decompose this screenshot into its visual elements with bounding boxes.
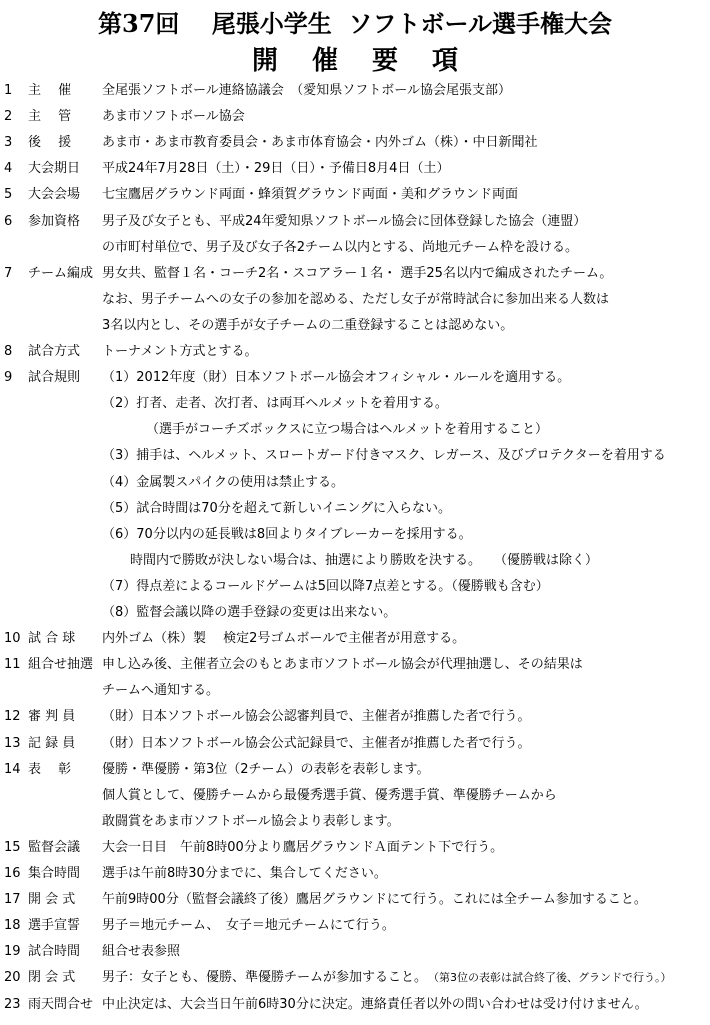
item-number: 1 [4, 83, 13, 98]
page-title: 第37回 尾張小学生 ソフトボール選手権大会 [98, 8, 612, 38]
item-label: 主 催 [28, 83, 72, 98]
item-label: 監督会議 [28, 839, 81, 855]
list-item [0, 653, 710, 677]
item-number: 11 [4, 657, 21, 673]
item-continuation: （2）打者、走者、次打者、は両耳ヘルメットを着用する。 [102, 396, 448, 412]
item-number: 9 [4, 370, 13, 386]
item-text: （財）日本ソフトボール協会公認審判員で、主催者が推薦した者で行う。 [102, 709, 531, 725]
list-item [0, 262, 710, 286]
list-item [0, 444, 710, 468]
list-item [0, 210, 710, 234]
item-label: 組合せ抽選 [28, 657, 94, 673]
list-item [0, 627, 710, 651]
item-number: 15 [4, 839, 21, 855]
list-item [0, 914, 710, 938]
item-number: 17 [4, 892, 21, 908]
item-label: 集合時間 [28, 866, 81, 881]
item-number: 5 [4, 187, 13, 203]
item-continuation: （選手がコーチズボックスに立つ場合はヘルメットを着用すること） [146, 422, 548, 438]
item-continuation: 時間内で勝敗が決しない場合は、抽選により勝敗を決する。 （優勝戦は除く） [130, 552, 599, 568]
item-text: トーナメント方式とする。 [102, 344, 258, 359]
item-label: 主 管 [28, 109, 72, 125]
item-continuation: なお、男子チームへの女子の参加を認める、ただし女子が常時試合に参加出来る人数は [102, 291, 610, 307]
item-number: 12 [4, 709, 21, 725]
list-item [0, 183, 710, 207]
item-label: 表 彰 [28, 761, 72, 777]
list-item [0, 784, 710, 808]
list-item [0, 157, 710, 181]
item-continuation: チームへ通知する。 [102, 683, 220, 699]
item-number: 4 [4, 161, 13, 177]
list-item [0, 366, 710, 390]
item-continuation: （3）捕手は、ヘルメット、スロートガード付きマスク、レガース、及びプロテクターを着用する [102, 448, 666, 464]
item-continuation: （4）金属製スパイクの使用は禁止する。 [102, 474, 345, 490]
list-item [0, 288, 710, 312]
list-item [0, 497, 710, 521]
item-label: 試 合 球 [28, 631, 76, 647]
item-text: 組合せ表参照 [102, 944, 181, 960]
list-item [0, 471, 710, 495]
item-text: （財）日本ソフトボール協会公式記録員で、主催者が推薦した者で行う。 [102, 735, 531, 751]
list-item [0, 888, 710, 912]
item-continuation: （5）試合時間は70分を超えて新しいイニングに入らない。 [102, 500, 452, 516]
list-item [0, 575, 710, 599]
item-label: 記 録 員 [28, 735, 76, 751]
item-text: 内外ゴム（株）製 検定2号ゴムボールで主催者が用意する。 [102, 631, 466, 647]
item-label: 試合時間 [28, 944, 81, 960]
item-number: 7 [4, 265, 13, 281]
list-item [0, 836, 710, 860]
item-continuation: 3名以内とし、その選手が女子チームの二重登録することは認めない。 [102, 317, 514, 333]
item-note: （第3位の表彰は試合終了後、グランドで行う。） [428, 971, 672, 985]
list-item [0, 392, 710, 416]
list-item [0, 79, 710, 103]
item-number: 14 [4, 761, 21, 777]
item-number: 13 [4, 735, 21, 751]
list-item [0, 993, 710, 1017]
item-text: あま市ソフトボール協会 [102, 109, 245, 125]
item-continuation: （8）監督会議以降の選手登録の変更は出来ない。 [102, 605, 397, 620]
list-item [0, 601, 710, 625]
item-text: 大会一日目 午前8時00分より鷹居グラウンドＡ面テント下で行う。 [102, 839, 504, 855]
item-text: 七宝鷹居グラウンド両面・蜂須賀グラウンド両面・美和グラウンド両面 [102, 187, 519, 203]
item-label: 雨天問合せ [28, 996, 94, 1012]
list-item [0, 340, 710, 364]
item-number: 18 [4, 918, 21, 934]
page-subtitle: 開催要項 [251, 46, 492, 76]
item-label: 後 援 [28, 135, 72, 151]
item-label: 審 判 員 [28, 709, 76, 725]
list-item [0, 523, 710, 547]
item-label: 選手宣誓 [28, 918, 81, 934]
list-item [0, 105, 710, 129]
item-continuation: 個人賞として、優勝チームから最優秀選手賞、優秀選手賞、準優勝チームから [102, 787, 557, 803]
item-continuation: （6）70分以内の延長戦は8回よりタイブレーカーを採用する。 [102, 526, 472, 542]
list-item [0, 679, 710, 703]
list-item [0, 705, 710, 729]
list-item [0, 758, 710, 782]
item-text: あま市・あま市教育委員会・あま市体育協会・内外ゴム（株）・中日新聞社 [102, 135, 538, 151]
list-item [0, 314, 710, 338]
list-item [0, 862, 710, 886]
item-text: 男女共、監督１名・コーチ2名・スコアラー１名・ 選手25名以内で編成されたチーム。 [102, 265, 613, 281]
item-number: 2 [4, 109, 13, 125]
list-item [0, 418, 710, 442]
item-text: 平成24年7月28日（土）・29日（日）・予備日8月4日（土） [102, 161, 450, 177]
item-continuation: （7）得点差によるコールドゲームは5回以降7点差とする。（優勝戦も含む） [102, 578, 549, 594]
item-label: 参加資格 [28, 213, 81, 229]
item-number: 23 [4, 996, 21, 1012]
item-text: 選手は午前8時30分までに、集合してください。 [102, 866, 387, 881]
item-text: 男子：女子とも、優勝、準優勝チームが参加すること。 [102, 970, 428, 986]
item-number: 8 [4, 344, 13, 359]
item-number: 19 [4, 944, 21, 960]
item-text: 中止決定は、大会当日午前6時30分に決定。連絡責任者以外の問い合わせは受け付けません。 [102, 996, 648, 1012]
item-text: 申し込み後、主催者立会のもとあま市ソフトボール協会が代理抽選し、その結果は [102, 657, 583, 673]
item-label: 閉 会 式 [28, 970, 76, 986]
item-text: （1）2012年度（財）日本ソフトボール協会オフィシャル・ルールを適用する。 [102, 370, 571, 386]
item-continuation: の市町村単位で、男子及び女子各2チーム以内とする、尚地元チーム枠を設ける。 [102, 239, 579, 255]
item-number: 10 [4, 631, 21, 647]
item-label: 試合規則 [28, 370, 81, 386]
item-text: 男子＝地元チーム、 女子＝地元チームにて行う。 [102, 918, 395, 934]
item-label: チーム編成 [28, 265, 94, 281]
item-number: 20 [4, 970, 21, 986]
item-label: 大会会場 [28, 187, 81, 203]
list-item [0, 810, 710, 834]
item-text: 優勝・準優勝・第3位（2チーム）の表彰を表彰します。 [102, 761, 430, 777]
item-continuation: 敢闘賞をあま市ソフトボール協会より表彰します。 [102, 813, 400, 829]
item-label: 試合方式 [28, 344, 81, 359]
item-label: 大会期日 [28, 161, 81, 177]
item-text: 男子及び女子とも、平成24年愛知県ソフトボール協会に団体登録した協会（連盟） [102, 213, 587, 229]
list-item [0, 236, 710, 260]
item-number: 6 [4, 213, 13, 229]
list-item [0, 732, 710, 756]
list-item [0, 549, 710, 573]
item-text: 全尾張ソフトボール連絡協議会 （愛知県ソフトボール協会尾張支部） [102, 83, 511, 98]
item-number: 16 [4, 866, 21, 881]
list-item [0, 940, 710, 964]
item-label: 開 会 式 [28, 892, 76, 908]
list-item [0, 131, 710, 155]
item-number: 3 [4, 135, 13, 151]
item-text: 午前9時00分（監督会議終了後）鷹居グラウンドにて行う。これには全チーム参加すること。 [102, 892, 647, 908]
list-item [0, 966, 710, 990]
